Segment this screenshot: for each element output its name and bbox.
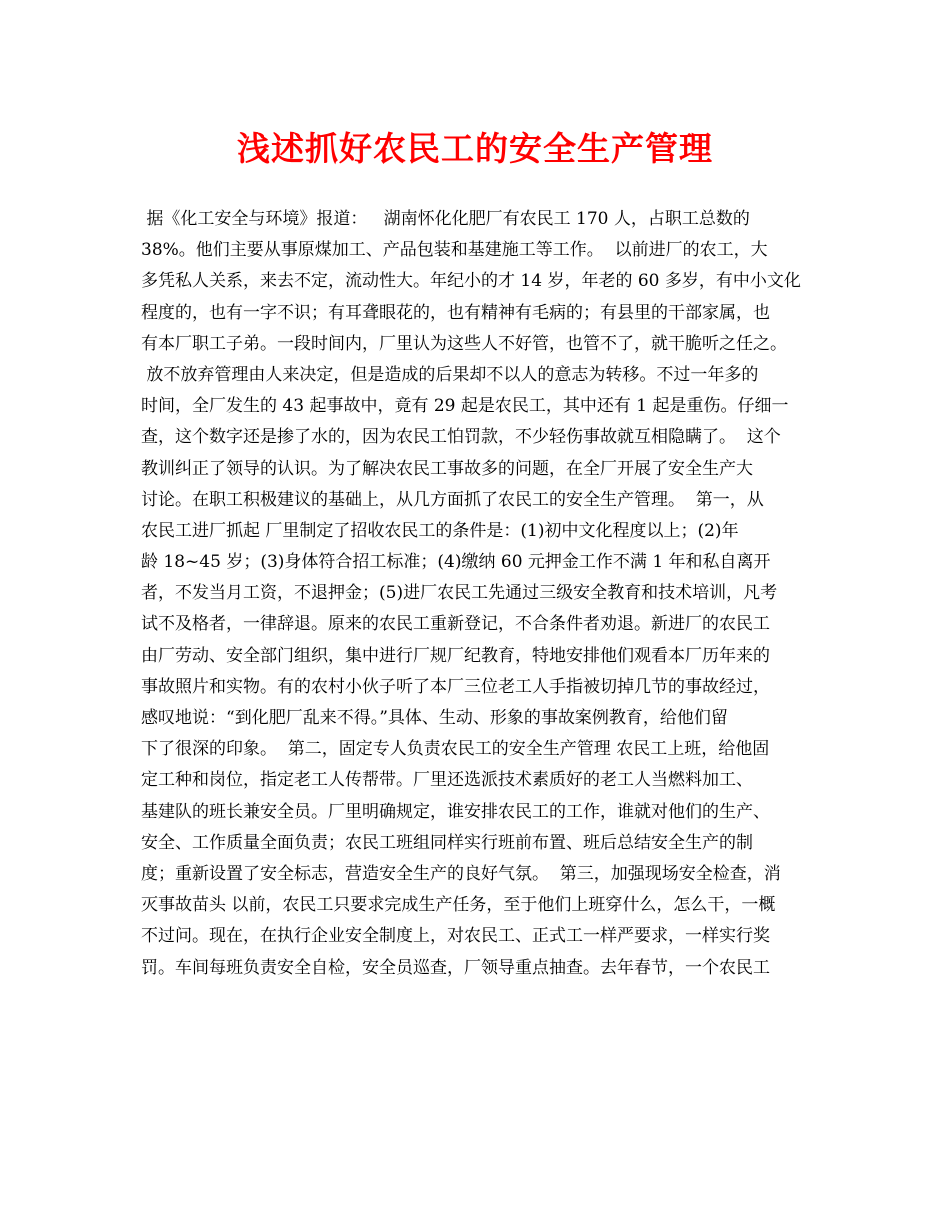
body-line: 多凭私人关系，来去不定，流动性大。年纪小的才 14 岁，年老的 60 多岁，有中小文化 — [141, 271, 801, 292]
body-line: 事故照片和实物。有的农村小伙子听了本厂三位老工人手指被切掉几节的事故经过， — [141, 676, 770, 697]
body-line: 安全、工作质量全面负责；农民工班组同样实行班前布置、班后总结安全生产的制 — [141, 832, 753, 853]
body-line: 定工种和岗位，指定老工人传帮带。厂里还选派技术素质好的老工人当燃料加工、 — [141, 770, 753, 791]
body-line: 放不放弃管理由人来决定，但是造成的后果却不以人的意志为转移。不过一年多的 — [141, 364, 759, 385]
body-line: 有本厂职工子弟。一段时间内，厂里认为这些人不好管，也管不了，就干脆听之任之。 — [141, 333, 787, 354]
body-line: 试不及格者，一律辞退。原来的农民工重新登记，不合条件者劝退。新进厂的农民工 — [141, 614, 770, 635]
body-line: 罚。车间每班负责安全自检，安全员巡查，厂领导重点抽查。去年春节，一个农民工 — [141, 957, 770, 978]
body-line: 时间，全厂发生的 43 起事故中，竟有 29 起是农民工，其中还有 1 起是重伤。仔细一 — [141, 396, 789, 417]
body-line: 下了很深的印象。 第二，固定专人负责农民工的安全生产管理 农民工上班，给他固 — [141, 739, 770, 760]
body-line: 基建队的班长兼安全员。厂里明确规定，谁安排农民工的工作，谁就对他们的生产、 — [141, 801, 770, 822]
body-line: 者，不发当月工资，不退押金；(5)进厂农民工先通过三级安全教育和技术培训，凡考 — [141, 583, 778, 604]
body-line: 感叹地说：“到化肥厂乱来不得。”具体、生动、形象的事故案例教育，给他们留 — [141, 708, 728, 728]
body-line: 度；重新设置了安全标志，营造安全生产的良好气氛。 第三，加强现场安全检查，消 — [141, 863, 781, 884]
body-line: 由厂劳动、安全部门组织，集中进行厂规厂纪教育，特地安排他们观看本厂历年来的 — [141, 645, 770, 666]
body-line: 38%。他们主要从事原煤加工、产品包装和基建施工等工作。 以前进厂的农工，大 — [141, 240, 768, 261]
body-line: 据《化工安全与环境》报道： 湖南怀化化肥厂有农民工 170 人，占职工总数的 — [141, 209, 750, 229]
body-line: 讨论。在职工积极建议的基础上，从几方面抓了农民工的安全生产管理。 第一，从 — [141, 489, 764, 510]
body-line: 龄 18~45 岁；(3)身体符合招工标准；(4)缴纳 60 元押金工作不满 1 年和私自离开 — [141, 552, 771, 573]
body-line: 程度的，也有一字不识；有耳聋眼花的，也有精神有毛病的；有县里的干部家属，也 — [141, 302, 770, 323]
document-body — [141, 204, 831, 984]
body-line: 农民工进厂抓起 厂里制定了招收农民工的条件是：(1)初中文化程度以上；(2)年 — [141, 520, 739, 541]
body-line: 查，这个数字还是掺了水的，因为农民工怕罚款，不少轻伤事故就互相隐瞒了。 这个 — [141, 427, 781, 448]
body-line: 教训纠正了领导的认识。为了解决农民工事故多的问题，在全厂开展了安全生产大 — [141, 458, 753, 479]
body-line: 灭事故苗头 以前，农民工只要求完成生产任务，至于他们上班穿什么，怎么干，一概 — [141, 895, 776, 916]
document-title: 浅述抓好农民工的安全生产管理 — [237, 129, 713, 168]
body-line: 不过问。现在，在执行企业安全制度上，对农民工、正式工一样严要求，一样实行奖 — [141, 926, 770, 947]
